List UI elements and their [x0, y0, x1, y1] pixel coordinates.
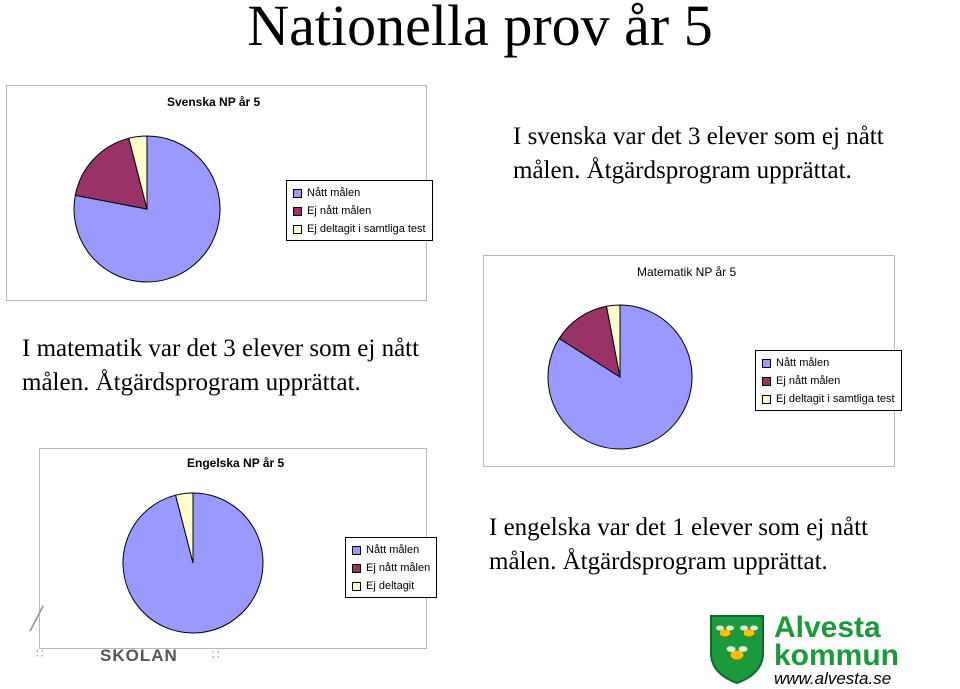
coat-of-arms-icon: [708, 613, 766, 685]
legend-item: [762, 372, 895, 390]
legend-label: Nått målen: [776, 357, 830, 369]
legend-label: Nått målen: [307, 187, 361, 199]
logo-url: www.alvesta.se: [774, 669, 892, 688]
legend-label: Ej deltagit i samtliga test: [307, 223, 426, 235]
legend-label: Ej deltagit i samtliga test: [776, 393, 895, 405]
scribble-mark: ∷: [36, 647, 44, 661]
text-engelska: I engelska var det 1 elever som ej nått målen. Åtgärdsprogram upprättat.: [489, 514, 869, 575]
text-svenska: I svenska var det 3 elever som ej nått målen. Åtgärdsprogram upprättat.: [513, 123, 884, 184]
legend-label: Ej nått målen: [366, 562, 431, 574]
chart-svenska: [6, 85, 427, 301]
legend-swatch: [352, 564, 361, 573]
logo-line2: kommun: [774, 639, 900, 672]
legend-item: [352, 559, 430, 577]
chart-matematik: [483, 255, 895, 467]
legend-item: [352, 541, 430, 559]
legend-swatch: [762, 377, 771, 386]
legend-swatch: [762, 359, 771, 368]
legend-item: [762, 354, 895, 372]
legend-swatch: [293, 207, 302, 216]
text-matematik: I matematik var det 3 elever som ej nått målen. Åtgärdsprogram upprättat.: [22, 335, 420, 396]
legend-swatch: [352, 582, 361, 591]
legend-swatch: [293, 225, 302, 234]
chart-title: Matematik NP år 5: [637, 265, 737, 279]
legend-swatch: [762, 395, 771, 404]
legend-item: [293, 202, 426, 220]
chart-engelska: [39, 448, 431, 649]
legend: [286, 180, 433, 241]
legend-label: Nått målen: [366, 544, 420, 556]
legend-item: [293, 220, 426, 238]
skolan-text: SKOLAN: [100, 646, 178, 665]
legend-item: [352, 577, 430, 595]
chart-title: Svenska NP år 5: [167, 95, 261, 109]
page-title: Nationella prov år 5: [247, 0, 713, 58]
legend-label: Ej nått målen: [307, 205, 372, 217]
scribble-mark: ╱: [30, 606, 44, 631]
legend-swatch: [293, 189, 302, 198]
chart-title: Engelska NP år 5: [187, 456, 285, 470]
legend-label: Ej deltagit: [366, 580, 415, 592]
alvesta-logo: [708, 611, 958, 689]
logo-line1: Alvesta: [774, 611, 881, 644]
legend-item: [293, 184, 426, 202]
legend: [345, 537, 437, 598]
legend-swatch: [352, 546, 361, 555]
legend-label: Ej nått målen: [776, 375, 841, 387]
legend-item: [762, 390, 895, 408]
legend: [755, 350, 902, 411]
scribble-mark: ∷: [212, 648, 220, 662]
